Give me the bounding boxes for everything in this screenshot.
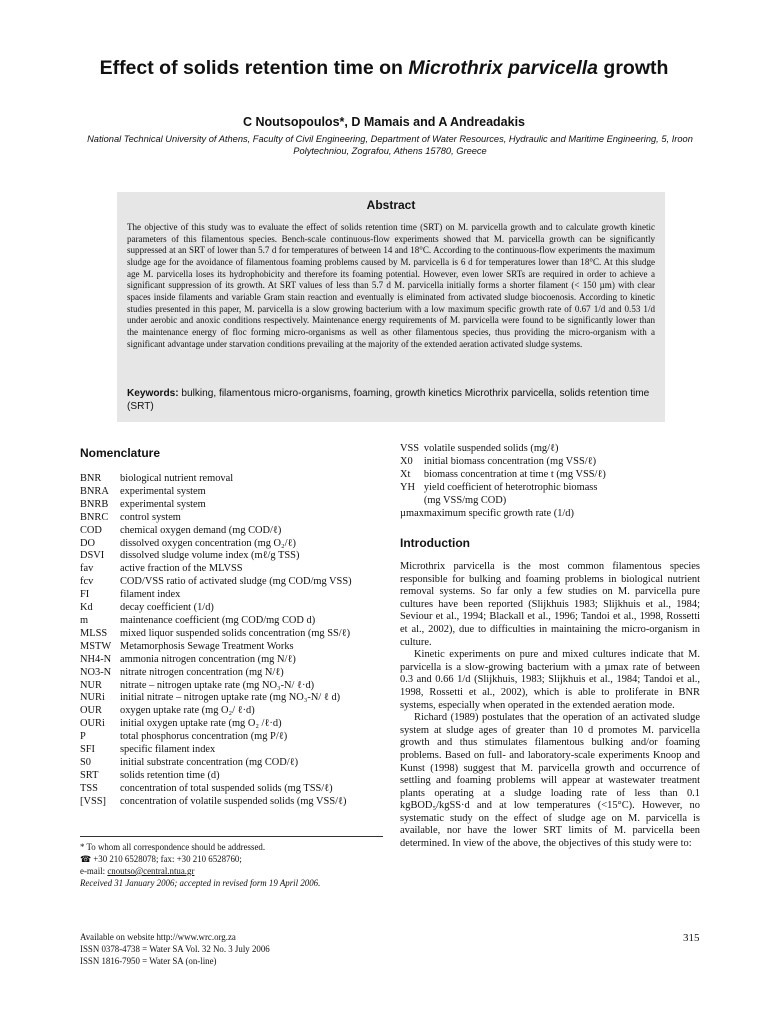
nomenclature-symbol: COD (80, 524, 102, 536)
nomenclature-symbol: OURi (80, 718, 105, 730)
nomenclature-row (80, 731, 352, 744)
nomenclature-symbol: SFI (80, 744, 96, 756)
nomenclature-definition: active fraction of the MLVSS (120, 563, 243, 575)
nomenclature-definition: initial oxygen uptake rate (mg O₂ /ℓ·d) (120, 718, 282, 730)
nomenclature-row (80, 667, 352, 680)
nomenclature-row (80, 680, 352, 693)
nomenclature-definition: concentration of volatile suspended solids (mg VSS/ℓ) (120, 795, 347, 807)
nomenclature-symbol: BNRB (80, 498, 109, 510)
nomenclature-row (80, 744, 352, 757)
nomenclature-definition: COD/VSS ratio of activated sludge (mg COD/mg VSS) (120, 576, 352, 588)
nomenclature-definition: chemical oxygen demand (mg COD/ℓ) (120, 524, 282, 536)
intro-paragraph: Kinetic experiments on pure and mixed cultures indicate that M. parvicella is a slow-growing bacterium with a µmax rate of between 0.3 and 0.66 1/d (Slijkhuis, 1983; Slijkhuis et al., 1984; Tandoi et al., 1998, Rossetti et al., 2002), which is able to proliferate in BNR systems, especially when operated in the extended aeration mode. (400, 649, 700, 711)
nomenclature-row (400, 495, 606, 508)
nomenclature-definition: ammonia nitrogen concentration (mg N/ℓ) (120, 653, 296, 665)
nomenclature-row (80, 705, 352, 718)
issn-print: ISSN 0378-4738 = Water SA Vol. 32 No. 3 July 2006 (80, 943, 270, 954)
nomenclature-symbol: NO3-N (80, 666, 112, 678)
nomenclature-row (400, 443, 606, 456)
nomenclature-row (80, 757, 352, 770)
footnote (80, 842, 385, 890)
title-text-end: growth (598, 57, 669, 79)
nomenclature-row (80, 628, 352, 641)
keywords-text: bulking, filamentous micro-organisms, foaming, growth kinetics Microthrix parvicella, solids retention time (SRT) (127, 388, 650, 412)
nomenclature-definition: total phosphorus concentration (mg P/ℓ) (120, 731, 288, 743)
nomenclature-row (80, 602, 352, 615)
abstract-box (117, 192, 665, 422)
nomenclature-definition: volatile suspended solids (mg/ℓ) (423, 443, 559, 454)
abstract-text: The objective of this study was to evaluate the effect of solids retention time (SRT) on M. parvicella growth and to calculate growth kinetic parameters of this filamentous species. Bench-scale continuous-flow experiments showed that M. parvicella growth can be significantly suppressed at an SRT of lower than 5.7 d for temperatures of between 14 and 18°C. According to the continuous-flow experiments the maximum sludge age for the avoidance of filamentous foaming problems caused by M. parvicella is 6 d for temperatures lower than 18°C. At this sludge age M. parvicella loses its hydrophobicity and therefore its foaming potential. However, even lower SRTs are required in order to achieve a significant suppression of its growth. At SRT values of less than 5.7 d M. parvicella initially forms a shorter filament (< 150 µm) with clear spaces inside filaments and variable Gram stain reaction and eventually is eliminated from activated sludge biocoenosis. According to kinetic studies presented in this paper, M. parvicella is a slow growing bacterium with a low maximum specific growth rate of 0.67 1/d and 0.53 1/d under aerobic and anoxic conditions respectively. Maintenance energy requirements of M. parvicella were found to be significantly lower than the maintenance energy of floc forming micro-organisms as well as other filamentous species, thus providing the micro-organism with a significant advantage under starvation conditions prevailing at the majority of the extended aeration activated sludge systems. (127, 222, 655, 349)
footnote-divider (80, 836, 383, 837)
nomenclature-definition: solids retention time (d) (120, 769, 220, 781)
nomenclature-row (80, 499, 352, 512)
nomenclature-row (80, 538, 352, 551)
nomenclature-definition: yield coefficient of heterotrophic biomass (423, 481, 598, 493)
nomenclature-definition: dissolved sludge volume index (mℓ/g TSS) (120, 550, 300, 562)
nomenclature-row (80, 486, 352, 499)
nomenclature-row (80, 589, 352, 602)
nomenclature-definition: experimental system (120, 485, 206, 497)
paper-title (0, 57, 768, 80)
nomenclature-symbol: BNRC (80, 511, 109, 523)
nomenclature-row (80, 512, 352, 525)
nomenclature-symbol: OUR (80, 705, 102, 717)
nomenclature-row (80, 615, 352, 628)
journal-footer (80, 932, 270, 967)
keywords-label: Keywords: (127, 388, 179, 399)
footnote-phone: ☎ +30 210 6528078; fax: +30 210 6528760; (80, 853, 242, 864)
nomenclature-row (80, 563, 352, 576)
nomenclature-list-right (400, 443, 606, 520)
keywords (127, 387, 655, 413)
nomenclature-row (80, 718, 352, 731)
nomenclature-symbol: DO (80, 537, 96, 549)
nomenclature-symbol: DSVI (80, 550, 105, 562)
intro-paragraph: Microthrix parvicella is the most common filamentous species responsible for bulking and foaming problems in biological nutrient removal systems. So far only a few studies on M. parvicella pure cultures have been reported (Slijkhuis 1983; Slijkhuis et al., 1984; Seviour et al., 1994; Blackall et al., 1996; Tandoi et al., 1998, Rossetti et al., 2002), due to difficulties in maintaining the micro-organism in culture. (400, 561, 700, 648)
introduction-text (400, 561, 700, 851)
authors: C Noutsopoulos*, D Mamais and A Andreadakis (243, 115, 525, 129)
nomenclature-row (80, 783, 352, 796)
nomenclature-row (80, 641, 352, 654)
nomenclature-row (80, 550, 352, 563)
nomenclature-row (80, 525, 352, 538)
nomenclature-definition: nitrate – nitrogen uptake rate (mg NO₃-N/ ℓ·d) (120, 679, 315, 691)
nomenclature-symbol: NURi (80, 692, 105, 704)
title-species: Microthrix parvicella (408, 57, 599, 79)
nomenclature-symbol: fcv (80, 576, 94, 588)
nomenclature-definition: initial biomass concentration (mg VSS/ℓ) (423, 455, 597, 467)
nomenclature-symbol: FI (80, 589, 90, 601)
nomenclature-definition: experimental system (120, 498, 206, 510)
nomenclature-symbol: TSS (80, 782, 98, 794)
nomenclature-symbol: SRT (80, 769, 99, 781)
email-label: e-mail: (80, 865, 108, 876)
nomenclature-symbol: BNR (80, 473, 102, 484)
nomenclature-row (400, 469, 606, 482)
nomenclature-row (80, 654, 352, 667)
affiliation: National Technical University of Athens, Faculty of Civil Engineering, Department of Water Resources, Hydraulic and Maritime Engineering, 5, Iroon Polytechniou, Zografou, Athens 15780, Greece (87, 134, 693, 156)
nomenclature-symbol: µmax (400, 507, 424, 519)
nomenclature-definition: filament index (120, 589, 181, 601)
nomenclature-heading: Nomenclature (80, 446, 161, 460)
nomenclature-definition: concentration of total suspended solids (mg TSS/ℓ) (120, 782, 333, 794)
nomenclature-definition: nitrate nitrogen concentration (mg N/ℓ) (120, 666, 284, 678)
nomenclature-symbol: P (80, 731, 86, 743)
nomenclature-definition: biological nutrient removal (120, 473, 234, 484)
intro-paragraph: Richard (1989) postulates that the operation of an activated sludge system at sludge ages of greater than 10 d promotes M. parvicella growth and thus stimulates filamentous bulking and/or foaming problems. Based on full- and laboratory-scale experiments Knoop and Kunst (1998) suggest that M. parvicella growth and occurrence of settling and foaming problems will appear at wastewater treatment plants operating at a sludge loading rate of less than 0.1 kgBOD₅/kgSS·d and at low temperatures (<15°C). However, no systematic study on the effect of sludge age on M. parvicella is available, nor have the lower SRT limits of M. parvicella been determined. In view of the above, the objectives of this study were to: (400, 712, 700, 850)
nomenclature-definition: biomass concentration at time t (mg VSS/ℓ) (423, 468, 606, 480)
title-text: Effect of solids retention time on (99, 57, 409, 79)
nomenclature-definition: control system (120, 511, 181, 523)
nomenclature-definition: (mg VSS/mg COD) (423, 494, 507, 506)
nomenclature-row (80, 576, 352, 589)
nomenclature-symbol: NUR (80, 679, 102, 691)
nomenclature-row (80, 692, 352, 705)
nomenclature-definition: dissolved oxygen concentration (mg O₂/ℓ) (120, 537, 296, 549)
footnote-received: Received 31 January 2006; accepted in revised form 19 April 2006. (80, 877, 321, 888)
nomenclature-definition: initial substrate concentration (mg COD/ℓ) (120, 756, 299, 768)
nomenclature-symbol: Xt (400, 468, 411, 480)
website-line: Available on website http://www.wrc.org.za (80, 932, 236, 942)
nomenclature-row (400, 456, 606, 469)
nomenclature-definition: decay coefficient (1/d) (120, 602, 214, 614)
nomenclature-symbol: m (80, 614, 89, 626)
nomenclature-row (80, 473, 352, 486)
email-link[interactable]: cnoutso@central.ntua.gr (107, 865, 195, 876)
nomenclature-symbol: X0 (400, 455, 413, 467)
nomenclature-symbol (400, 495, 424, 508)
nomenclature-symbol: fav (80, 563, 94, 575)
nomenclature-symbol: S0 (80, 756, 91, 768)
nomenclature-definition: specific filament index (120, 744, 216, 756)
nomenclature-definition: initial nitrate – nitrogen uptake rate (mg NO₃-N/ ℓ d) (120, 692, 341, 704)
nomenclature-symbol: BNRA (80, 485, 109, 497)
nomenclature-definition: Metamorphosis Sewage Treatment Works (120, 640, 294, 652)
issn-online: ISSN 1816-7950 = Water SA (on-line) (80, 955, 217, 966)
nomenclature-definition: maintenance coefficient (mg COD/mg COD d) (120, 614, 316, 626)
nomenclature-symbol: YH (400, 481, 416, 493)
page-number: 315 (683, 932, 700, 944)
nomenclature-definition: maximum specific growth rate (1/d) (423, 507, 574, 519)
introduction-heading: Introduction (400, 536, 470, 550)
nomenclature-symbol: NH4-N (80, 653, 112, 665)
footnote-email-line (80, 866, 385, 878)
nomenclature-row (400, 482, 606, 495)
nomenclature-symbol: Kd (80, 602, 93, 614)
abstract-heading: Abstract (366, 198, 416, 212)
nomenclature-row (80, 796, 352, 809)
nomenclature-symbol: MLSS (80, 627, 108, 639)
nomenclature-definition: mixed liquor suspended solids concentration (mg SS/ℓ) (120, 627, 351, 639)
nomenclature-symbol: VSS (400, 443, 420, 454)
nomenclature-symbol: MSTW (80, 640, 112, 652)
nomenclature-row (80, 770, 352, 783)
nomenclature-row (400, 508, 606, 521)
footnote-correspondence: * To whom all correspondence should be addressed. (80, 842, 266, 852)
nomenclature-symbol: [VSS] (80, 795, 106, 807)
nomenclature-list-left (80, 473, 352, 809)
nomenclature-definition: oxygen uptake rate (mg O₂/ ℓ·d) (120, 705, 255, 717)
